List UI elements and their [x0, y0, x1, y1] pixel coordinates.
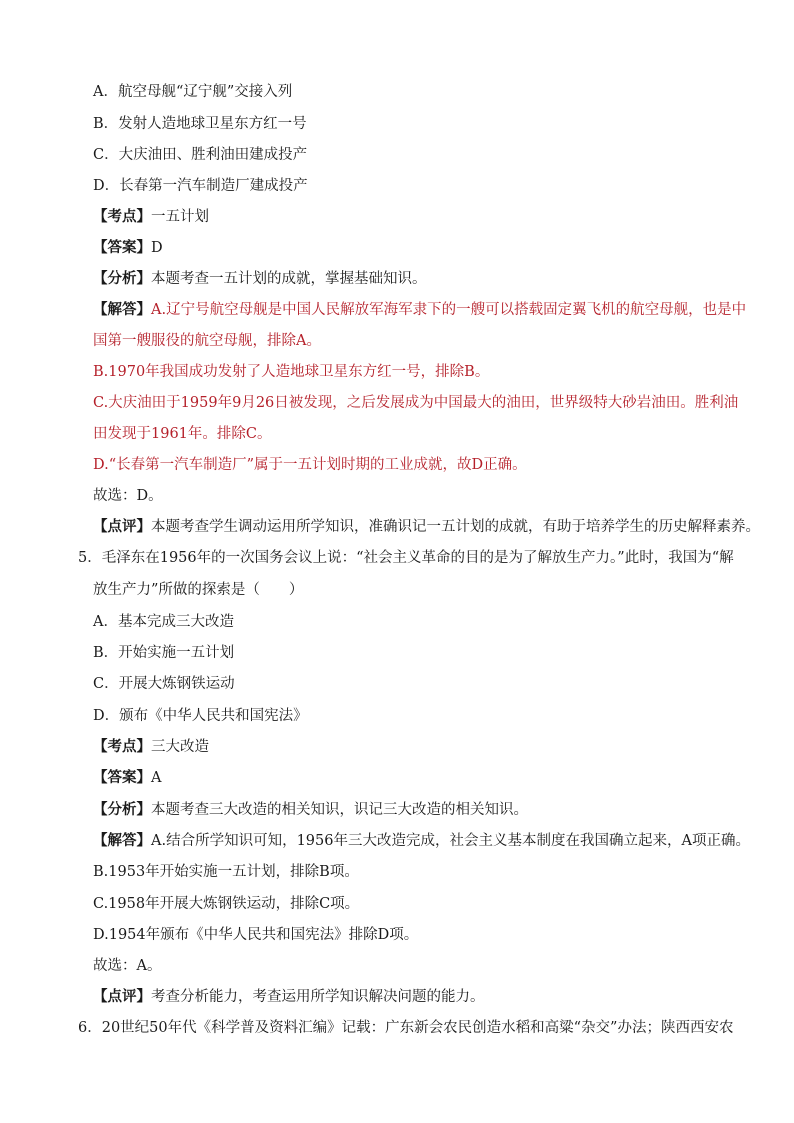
kaodian-label: 【考点】 [93, 738, 151, 755]
kaodian-text: 三大改造 [151, 739, 209, 755]
q5-jieda-line-1 [93, 831, 750, 851]
q4-option-b: B．发射人造地球卫星东方红一号 [93, 116, 307, 132]
dianping-text: 本题考查学生调动运用所学知识，准确识记一五计划的成就，有助于培养学生的历史解释素养。 [151, 519, 760, 535]
q5-jieda-line-2: B.1953年开始实施一五计划，排除B项。 [93, 864, 359, 880]
q5-jieda-line-3: C.1958年开展大炼钢铁运动，排除C项。 [93, 896, 360, 912]
q4-fenxi [93, 269, 733, 289]
q4-option-d: D．长春第一汽车制造厂建成投产 [93, 178, 308, 194]
jieda-label: 【解答】 [93, 301, 151, 318]
kaodian-text: 一五计划 [151, 209, 209, 225]
q4-kaodian [93, 207, 733, 227]
q5-stem-line-1 [78, 548, 738, 568]
q4-dianping [93, 517, 760, 537]
q4-option-c: C．大庆油田、胜利油田建成投产 [93, 147, 308, 163]
q4-jieda-line-2: 国第一艘服役的航空母舰，排除A。 [93, 333, 321, 349]
dianping-text: 考查分析能力，考查运用所学知识解决问题的能力。 [151, 989, 485, 1005]
q5-fenxi [93, 800, 733, 820]
fenxi-label: 【分析】 [93, 270, 151, 287]
q5-dianping [93, 987, 733, 1007]
jieda-label: 【解答】 [93, 832, 151, 849]
q5-guxuan: 故选：A。 [93, 958, 162, 974]
answer-label: 【答案】 [93, 769, 151, 786]
q5-answer [93, 768, 733, 788]
answer-label: 【答案】 [93, 239, 151, 256]
q6-number: 6． [78, 1020, 102, 1036]
dianping-label: 【点评】 [93, 518, 151, 535]
q4-jieda-line-4: C.大庆油田于1959年9月26日被发现，之后发展成为中国最大的油田，世界级特大砂岩油田。胜利油 [93, 395, 739, 411]
q4-jieda-line-5: 田发现于1961年。排除C。 [93, 426, 272, 442]
fenxi-text: 本题考查一五计划的成就，掌握基础知识。 [151, 271, 427, 287]
q4-guxuan: 故选：D。 [93, 488, 163, 504]
q4-jieda-line-6: D.“长春第一汽车制造厂”属于一五计划时期的工业成就，故D正确。 [93, 457, 527, 473]
q4-jieda-line-1 [93, 300, 747, 320]
q5-option-c: C．开展大炼钢铁运动 [93, 676, 235, 692]
q4-option-a: A．航空母舰“辽宁舰”交接入列 [93, 84, 293, 100]
fenxi-label: 【分析】 [93, 801, 151, 818]
jieda-text: A.辽宁号航空母舰是中国人民解放军海军隶下的一艘可以搭载固定翼飞机的航空母舰，也是中 [151, 302, 747, 318]
q6-stem-line-1 [78, 1018, 738, 1038]
q6-stem-text: 20世纪50年代《科学普及资料汇编》记载：广东新会农民创造水稻和高粱“杂交”办法；陕西西安农 [101, 1020, 734, 1036]
q5-kaodian [93, 737, 733, 757]
q4-answer [93, 238, 733, 258]
q5-option-a: A．基本完成三大改造 [93, 614, 234, 630]
q4-jieda-line-3: B.1970年我国成功发射了人造地球卫星东方红一号，排除B。 [93, 364, 490, 380]
fenxi-text: 本题考查三大改造的相关知识，识记三大改造的相关知识。 [151, 802, 528, 818]
q5-option-b: B．开始实施一五计划 [93, 645, 235, 661]
answer-text: A [151, 770, 162, 786]
q5-number: 5． [78, 550, 102, 566]
kaodian-label: 【考点】 [93, 208, 151, 225]
q5-stem-text: 毛泽东在1956年的一次国务会议上说：“社会主义革命的目的是为了解放生产力。”此时，我国为“解 [101, 550, 734, 566]
q5-stem-line-2: 放生产力”所做的探索是（ ） [93, 582, 304, 598]
jieda-text: A.结合所学知识可知，1956年三大改造完成，社会主义基本制度在我国确立起来，A项正确。 [151, 833, 750, 849]
dianping-label: 【点评】 [93, 988, 151, 1005]
q5-option-d: D．颁布《中华人民共和国宪法》 [93, 708, 308, 724]
answer-text: D [151, 240, 163, 256]
q5-jieda-line-4: D.1954年颁布《中华人民共和国宪法》排除D项。 [93, 927, 419, 943]
